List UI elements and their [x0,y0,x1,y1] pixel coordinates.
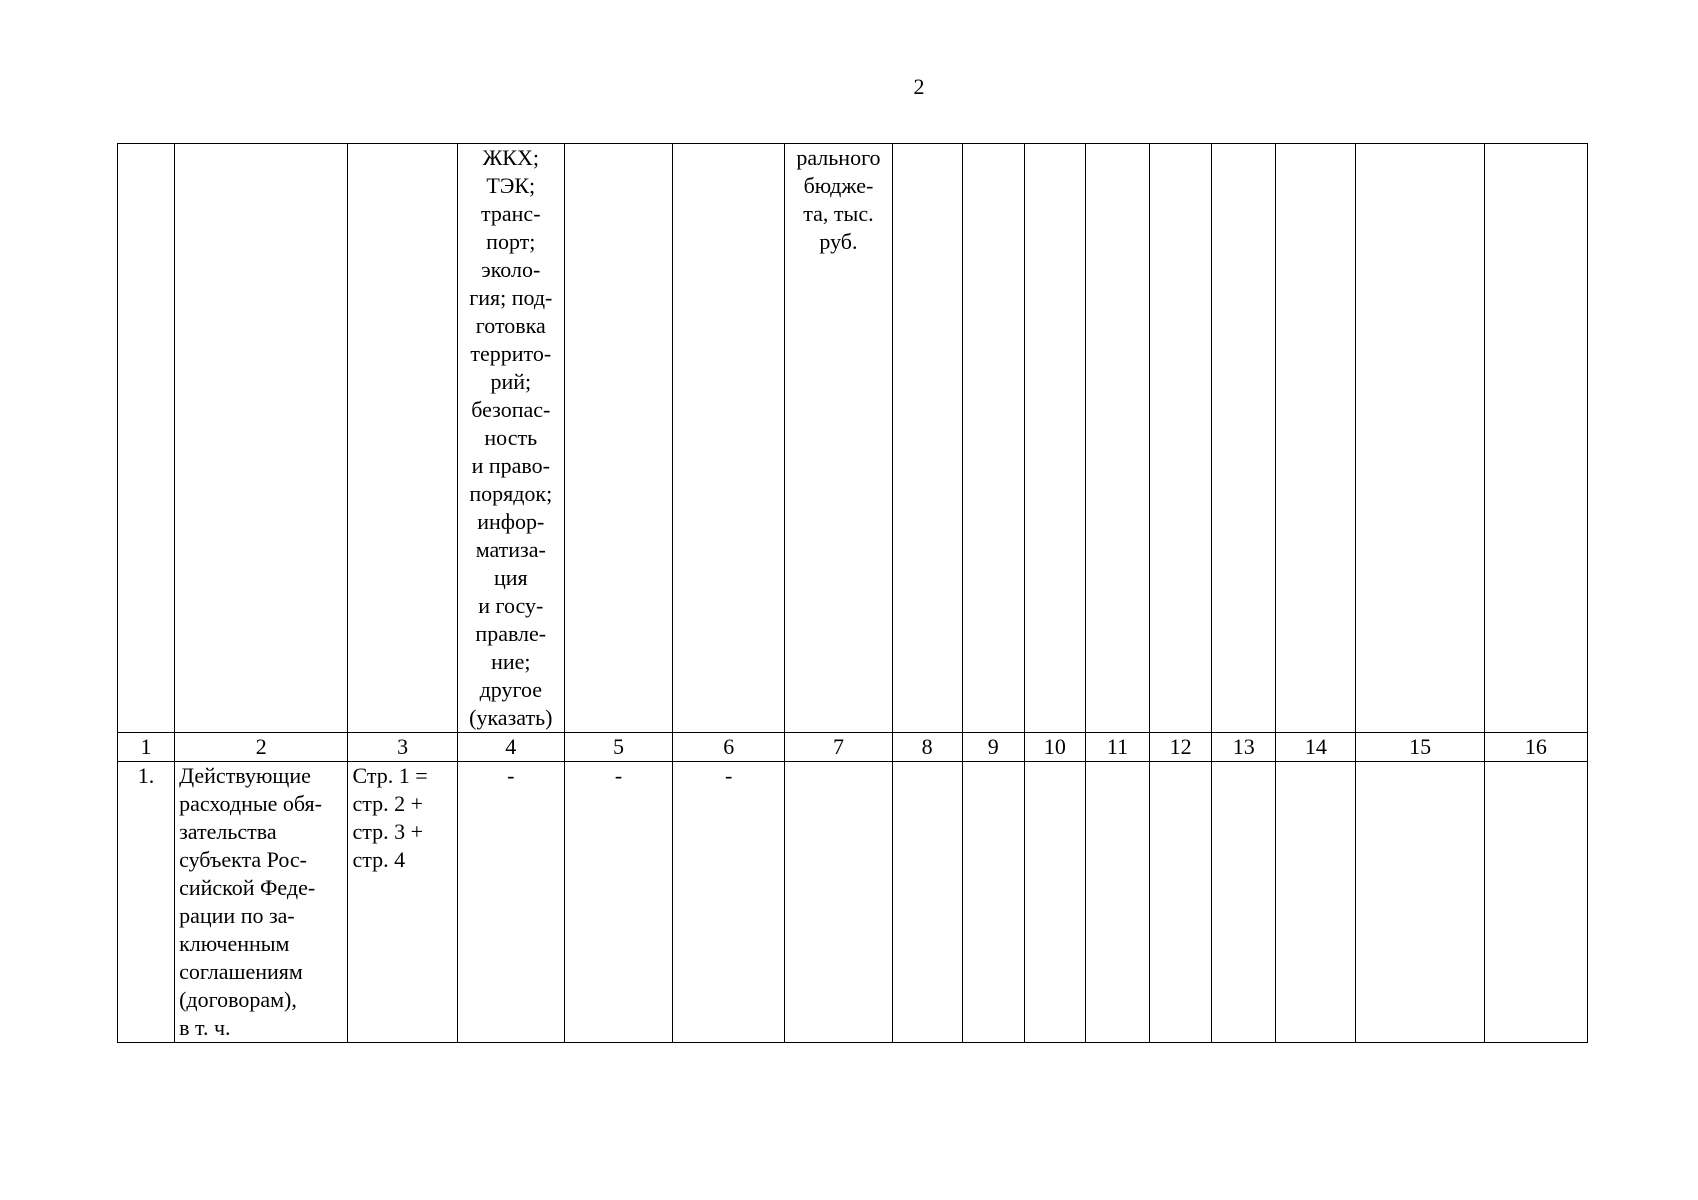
row-cell-16 [1484,762,1587,1043]
row-cell-15 [1356,762,1484,1043]
page-number [0,74,1698,100]
column-number: 9 [962,733,1024,762]
header-cell-3 [348,144,457,733]
column-number: 1 [118,733,175,762]
row-cell-10 [1024,762,1085,1043]
header-cell-15 [1356,144,1484,733]
row-cell-12 [1150,762,1212,1043]
row-cell-5: - [564,762,672,1043]
row-cell-8 [892,762,962,1043]
column-number: 12 [1150,733,1212,762]
column-number: 7 [785,733,892,762]
header-cell-5 [564,144,672,733]
row-cell-7 [785,762,892,1043]
column-number: 5 [564,733,672,762]
column-number: 4 [457,733,564,762]
row-number: 1. [118,762,175,1043]
column-number: 15 [1356,733,1484,762]
row-cell-4: - [457,762,564,1043]
row-formula: Стр. 1 = стр. 2 + стр. 3 + стр. 4 [348,762,457,1043]
header-cell-16 [1484,144,1587,733]
header-cell-7-federal-budget: рального бюдже- та, тыс. руб. [785,144,892,733]
row-cell-6: - [673,762,785,1043]
row-cell-9 [962,762,1024,1043]
header-cell-4-sectors: ЖКХ; ТЭК; транс- порт; эколо- гия; под- готовка террито- рий; безопас- ность и право- порядок; инфор- матиза- ция и госу- правле- ние; другое (указать) [457,144,564,733]
header-cell-14 [1276,144,1356,733]
row-cell-13 [1212,762,1276,1043]
header-continuation-row [118,144,1588,733]
row-cell-11 [1085,762,1149,1043]
page-number-text: 2 [913,74,925,99]
column-number: 8 [892,733,962,762]
header-cell-12 [1150,144,1212,733]
row-name: Действующие расходные обя- зательства субъекта Рос- сийской Феде- рации по за- ключенным соглашениям (договорам), в т. ч. [175,762,348,1043]
column-number: 14 [1276,733,1356,762]
header-cell-1 [118,144,175,733]
column-number: 2 [175,733,348,762]
header-cell-8 [892,144,962,733]
header-cell-2 [175,144,348,733]
row-cell-14 [1276,762,1356,1043]
header-cell-11 [1085,144,1149,733]
column-number: 16 [1484,733,1587,762]
header-cell-10 [1024,144,1085,733]
header-cell-9 [962,144,1024,733]
header-cell-6 [673,144,785,733]
column-numbers-row [118,733,1588,762]
column-number: 13 [1212,733,1276,762]
header-cell-13 [1212,144,1276,733]
column-number: 10 [1024,733,1085,762]
column-number: 3 [348,733,457,762]
column-number: 6 [673,733,785,762]
table-row [118,762,1588,1043]
budget-obligations-table [117,143,1588,1043]
column-number: 11 [1085,733,1149,762]
